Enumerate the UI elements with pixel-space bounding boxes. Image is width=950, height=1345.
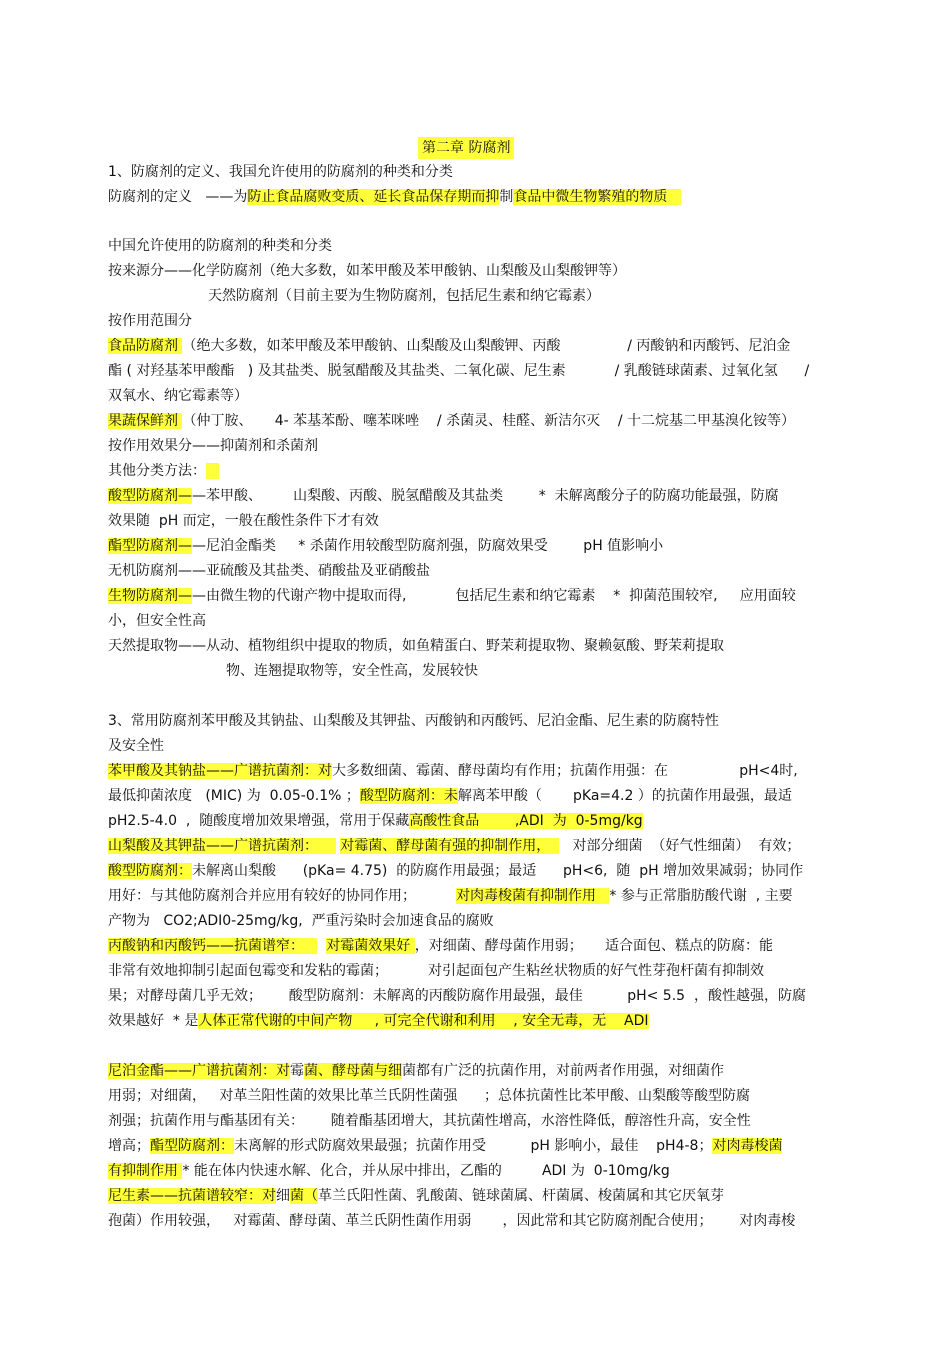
text-line [108, 434, 318, 458]
text-segment: 孢菌）作用较强， 对霉菌、酵母菌、革兰氏阴性菌作用弱 ，因此常和其它防腐剂配合使用； 对肉毒梭 [108, 1213, 796, 1229]
text-line [108, 1209, 795, 1233]
text-segment: 1 [108, 164, 117, 180]
text-line [108, 384, 248, 408]
highlighted-text: 食品中微生物繁殖的物质 [513, 189, 681, 205]
text-segment: （仲丁胺、 4- 苯基苯酚、噻苯咪唑 / 杀菌灵、桂醛、新洁尔灭 / 十二烷基二甲基溴化铵等） [182, 413, 796, 429]
text-segment: 果；对酵母菌几乎无效； 酸型防腐剂：未解离的丙酸防腐作用最强，最佳 pH< 5.5 ，酸性越强，防腐 [108, 988, 806, 1004]
text-line [108, 509, 379, 533]
text-segment: 天然防腐剂（目前主要为生物防腐剂，包括尼生素和纳它霉素） [208, 288, 600, 304]
text-segment: 细 [276, 1188, 290, 1204]
highlighted-text: 山梨酸及其钾盐——广谱抗菌剂： [108, 838, 336, 854]
text-line [108, 534, 663, 558]
text-line [108, 1159, 670, 1183]
text-segment: * 参与正常脂肪酸代谢 , 主要 [609, 888, 793, 904]
text-line [108, 334, 790, 358]
highlighted-text: 尼生素——抗菌谱较窄：对 [108, 1188, 276, 1204]
text-line [208, 284, 600, 308]
text-line [108, 484, 779, 508]
text-line [108, 984, 806, 1008]
text-segment: —苯甲酸、 山梨酸、丙酸、脱氢醋酸及其盐类 * 未解离酸分子的防腐功能最强，防腐 [192, 488, 779, 504]
chapter-title: 第二章 防腐剂 [418, 137, 514, 159]
highlighted-text: 酸型防腐剂：未 [359, 788, 458, 804]
highlighted-text [206, 463, 219, 479]
text-segment: 革兰氏阳性菌、乳酸菌、链球菌属、杆菌属、梭菌属和其它厌氧芽 [318, 1188, 724, 1204]
text-segment: 用好：与其他防腐剂合并应用有较好的协同作用； [108, 888, 457, 904]
text-line [108, 584, 796, 608]
text-segment: 用弱；对细菌， 对革兰阳性菌的效果比革兰氏阴性菌强 ；总体抗菌性比苯甲酸、山梨酸等酸型防腐 [108, 1088, 751, 1104]
text-line [108, 409, 795, 433]
text-segment: 效果随 pH 而定，一般在酸性条件下才有效 [108, 513, 379, 529]
text-segment: 霉 [290, 1063, 304, 1079]
text-line [108, 609, 206, 633]
text-segment: —尼泊金酯类 * 杀菌作用较酸型防腐剂强，防腐效果受 pH 值影响小 [192, 538, 664, 554]
text-line [226, 659, 478, 683]
text-line [108, 1109, 751, 1133]
text-line [108, 784, 792, 808]
text-segment: 其他分类方法： [108, 463, 206, 479]
highlighted-text: 尼泊金酯——广谱抗菌剂：对 [108, 1063, 290, 1079]
text-line [108, 459, 219, 483]
text-segment: 及安全性 [108, 738, 164, 754]
text-line [108, 884, 793, 908]
highlighted-text: 对肉毒梭菌有抑制作用 [456, 888, 610, 904]
text-segment: 3、常用防腐剂苯甲酸及其钠盐、山梨酸及其钾盐、丙酸钠和丙酸钙、尼泊金酯、尼生素的防腐特性 [108, 713, 719, 729]
highlighted-text: 人体正常代谢的中间产物 , 可完全代谢和利用 , 安全无毒，无 ADI [198, 1013, 649, 1029]
text-segment: 物、连翘提取物等，安全性高，发展较快 [226, 663, 478, 679]
text-line [108, 1134, 782, 1158]
text-line [108, 160, 453, 184]
highlighted-text: 菌（ [290, 1188, 318, 1204]
text-segment: 增高； [108, 1138, 150, 1154]
text-segment: 无机防腐剂——亚硫酸及其盐类、硝酸盐及亚硝酸盐 [108, 563, 430, 579]
highlighted-text: 对霉菌效果好 [326, 938, 415, 954]
text-segment: 酯 ( 对羟基苯甲酸酯 ) 及其盐类、脱氢醋酸及其盐类、二氧化碳、尼生素 / 乳酸链球菌素、过氧化氢 / [108, 363, 810, 379]
highlighted-text: 酯型防腐剂： [150, 1138, 234, 1154]
text-line [108, 859, 803, 883]
text-segment: pH2.5-4.0 , 随酸度增加效果增强，常用于保藏 [108, 813, 410, 829]
text-line [108, 834, 800, 858]
text-line [108, 734, 164, 758]
text-segment: 小，但安全性高 [108, 613, 206, 629]
text-line [108, 709, 719, 733]
text-line [108, 259, 626, 283]
highlighted-text: 对霉菌、酵母菌有强的抑制作用， [340, 838, 560, 854]
text-line [108, 309, 192, 333]
text-segment: 制 [499, 189, 514, 205]
highlighted-text: 高酸性食品 ,ADI 为 0-5mg/kg [409, 813, 643, 829]
text-line [108, 809, 643, 833]
text-line [108, 1009, 649, 1033]
text-segment [317, 938, 326, 954]
text-line [108, 234, 332, 258]
text-line [108, 359, 809, 383]
text-segment: —由微生物的代谢产物中提取而得, 包括尼生素和纳它霉素 * 抑菌范围较窄, 应用面较 [192, 588, 796, 604]
highlighted-text: 对肉毒梭菌 [712, 1138, 783, 1154]
highlighted-text: 酯型防腐剂— [108, 538, 192, 554]
highlighted-text: 有抑制作用 [108, 1163, 183, 1179]
text-segment: ，对细菌、酵母菌作用弱； 适合面包、糕点的防腐：能 [414, 938, 773, 954]
highlighted-text: 生物防腐剂— [108, 588, 192, 604]
text-line [108, 559, 430, 583]
text-segment: （绝大多数，如苯甲酸及苯甲酸钠、山梨酸及山梨酸钾、丙酸 / 丙酸钠和丙酸钙、尼泊金 [182, 338, 791, 354]
text-segment: 按来源分——化学防腐剂（绝大多数，如苯甲酸及苯甲酸钠、山梨酸及山梨酸钾等） [108, 263, 626, 279]
text-line [108, 759, 798, 783]
highlighted-text: 酸型防腐剂— [108, 488, 192, 504]
text-line [108, 909, 494, 933]
highlighted-text: 菌、酵母菌与细 [304, 1063, 402, 1079]
text-segment: 、防腐剂的定义、我国允许使用的防腐剂的种类和分类 [116, 164, 453, 180]
text-segment: 最低抑菌浓度 (MIC) 为 0.05-0.1% ； [108, 788, 360, 804]
text-segment: 天然提取物——从动、植物组织中提取的物质，如鱼精蛋白、野茉莉提取物、聚赖氨酸、野茉莉提取 [108, 638, 724, 654]
text-segment: 未离解的形式防腐效果最强；抗菌作用受 pH 影响小，最佳 pH4-8； [234, 1138, 713, 1154]
highlighted-text: 苯甲酸及其钠盐——广谱抗菌剂：对 [108, 763, 332, 779]
highlighted-text: 酸型防腐剂： [108, 863, 192, 879]
text-line [108, 1184, 724, 1208]
text-segment: 解离苯甲酸（ pKa=4.2 ）的抗菌作用最强，最适 [457, 788, 792, 804]
highlighted-text: 食品防腐剂 [108, 338, 183, 354]
text-segment: 非常有效地抑制引起面包霉变和发粘的霉菌； 对引起面包产生粘丝状物质的好气性芽孢杆菌有抑制效 [108, 963, 765, 979]
text-segment: 效果越好 * 是 [108, 1013, 199, 1029]
text-segment: 双氧水、纳它霉素等） [108, 388, 248, 404]
text-segment: 剂强；抗菌作用与酯基团有关： 随着酯基团增大，其抗菌性增高，水溶性降低，醇溶性升高，安全性 [108, 1113, 751, 1129]
text-line [108, 185, 681, 209]
text-line [108, 1059, 724, 1083]
text-line [108, 934, 773, 958]
text-line [108, 634, 724, 658]
highlighted-text: 果蔬保鲜剂 [108, 413, 183, 429]
text-segment: * 能在体内快速水解、化合，并从尿中排出，乙酯的 ADI 为 0-10mg/kg [182, 1163, 670, 1179]
text-segment: 产物为 CO2;ADI0-25mg/kg, 严重污染时会加速食品的腐败 [108, 913, 494, 929]
text-segment: 按作用效果分——抑菌剂和杀菌剂 [108, 438, 318, 454]
text-segment: 中国允许使用的防腐剂的种类和分类 [108, 238, 332, 254]
text-segment: 对部分细菌 （好气性细菌） 有效； [559, 838, 801, 854]
text-line [108, 1084, 750, 1108]
highlighted-text: 丙酸钠和丙酸钙——抗菌谱窄： [108, 938, 318, 954]
text-segment: 按作用范围分 [108, 313, 192, 329]
text-segment: 防腐剂的定义 ——为 [108, 189, 248, 205]
text-segment: 未解离山梨酸 (pKa= 4.75) 的防腐作用最强；最适 pH<6, 随 pH 增加效果减弱；协同作 [192, 863, 804, 879]
text-segment: 大多数细菌、霉菌、酵母菌均有作用；抗菌作用强：在 pH<4时, [332, 763, 798, 779]
text-segment: 菌都有广泛的抗菌作用，对前两者作用强，对细菌作 [402, 1063, 724, 1079]
highlighted-text: 防止食品腐败变质、延长食品保存期而抑 [247, 189, 500, 205]
text-line [108, 959, 764, 983]
